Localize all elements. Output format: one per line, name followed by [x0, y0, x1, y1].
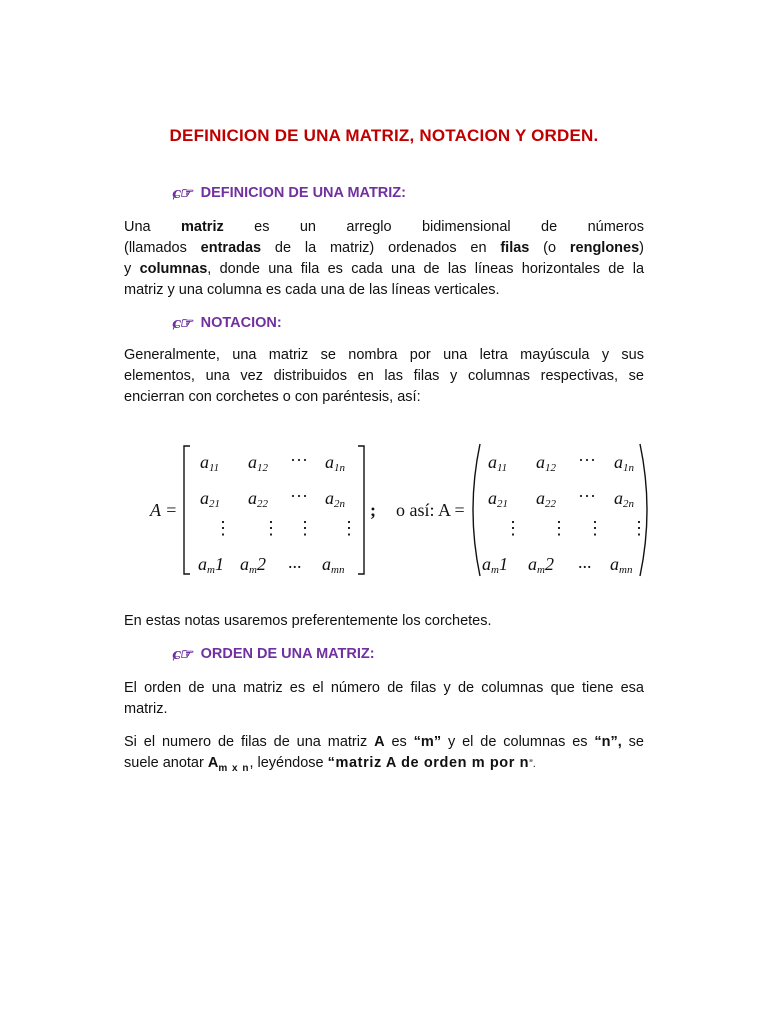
para-line: suele anotar $A_{m x n}$, leyéndose “matriz A de orden m por n”.	[124, 755, 536, 774]
heading-text: NOTACION:	[200, 315, 282, 331]
definicion-paragraph	[124, 217, 644, 301]
hand-pointer-icon: ɕ☞	[172, 184, 191, 202]
svg-text:⋮: ⋮	[214, 518, 232, 538]
heading-text: ORDEN DE UNA MATRIZ:	[200, 646, 375, 662]
section-heading-notacion	[172, 314, 282, 332]
hand-pointer-icon: ɕ☞	[172, 314, 191, 332]
para-line: Generalmente, una matriz se nombra por una letra mayúscula y sus	[124, 347, 644, 363]
para-line: y columnas, donde una fila es cada una de las líneas horizontales de la	[124, 261, 645, 277]
svg-text:⋮: ⋮	[550, 518, 568, 538]
svg-text:am2: am2	[240, 554, 266, 576]
separator: ;	[370, 500, 376, 520]
matrix-notation-figure	[140, 438, 660, 598]
page-title: DEFINICION DE UNA MATRIZ, NOTACION Y ORDEN.	[169, 126, 599, 145]
svg-text:am1: am1	[482, 554, 508, 576]
para-line: matriz.	[124, 701, 168, 717]
alt-label: o así: A =	[396, 500, 465, 520]
left-paren	[473, 444, 480, 576]
matrix-label: A =	[150, 500, 178, 520]
section-heading-definicion	[172, 184, 406, 202]
para-line: Una matriz es un arreglo bidimensional de números	[124, 219, 644, 235]
svg-text:a21: a21	[200, 488, 220, 510]
para-line: El orden de una matriz es el número de filas y de columnas que tiene esa	[124, 680, 644, 696]
svg-text:···: ···	[578, 486, 596, 506]
svg-text:a11: a11	[200, 452, 220, 474]
svg-text:⋮: ⋮	[630, 518, 648, 538]
para-line: Si el numero de filas de una matriz A es “m” y el de columnas es “n”, se	[124, 734, 644, 750]
section-heading-orden	[172, 645, 375, 663]
para-line: (llamados entradas de la matriz) ordenados en filas (o renglones)	[124, 240, 645, 256]
svg-text:a12: a12	[248, 452, 268, 474]
para-line: encierran con corchetes o con paréntesis, así:	[124, 389, 421, 405]
svg-text:···: ···	[578, 450, 596, 470]
svg-text:...: ...	[578, 552, 592, 572]
svg-text:a1n: a1n	[325, 452, 345, 474]
svg-text:⋮: ⋮	[262, 518, 280, 538]
svg-text:a21: a21	[488, 488, 508, 510]
right-paren	[640, 444, 647, 576]
left-bracket	[184, 446, 190, 574]
svg-text:···: ···	[290, 486, 308, 506]
svg-text:···: ···	[290, 450, 308, 470]
svg-text:amn: amn	[322, 554, 345, 576]
svg-text:⋮: ⋮	[586, 518, 604, 538]
svg-text:⋮: ⋮	[504, 518, 522, 538]
svg-text:am2: am2	[528, 554, 554, 576]
hand-pointer-icon: ɕ☞	[172, 645, 191, 663]
orden-paragraph-2	[124, 732, 644, 779]
heading-text: DEFINICION DE UNA MATRIZ:	[200, 185, 406, 201]
svg-text:amn: amn	[610, 554, 633, 576]
svg-text:a2n: a2n	[614, 488, 634, 510]
corchetes-note: En estas notas usaremos preferentemente los corchetes.	[124, 613, 492, 629]
svg-text:⋮: ⋮	[296, 518, 314, 538]
svg-text:...: ...	[288, 552, 302, 572]
svg-text:a1n: a1n	[614, 452, 634, 474]
svg-text:⋮: ⋮	[340, 518, 358, 538]
svg-text:a22: a22	[248, 488, 268, 510]
para-line: elementos, una vez distribuidos en las filas y columnas respectivas, se	[124, 368, 644, 384]
para-line: matriz y una columna es cada una de las líneas verticales.	[124, 282, 500, 298]
bracket-matrix-entries	[198, 450, 358, 576]
svg-text:a2n: a2n	[325, 488, 345, 510]
svg-text:a22: a22	[536, 488, 556, 510]
paren-matrix-entries	[482, 450, 648, 576]
svg-text:am1: am1	[198, 554, 224, 576]
svg-text:a11: a11	[488, 452, 508, 474]
orden-paragraph-1	[124, 678, 644, 720]
right-bracket	[358, 446, 364, 574]
notacion-paragraph	[124, 345, 644, 408]
svg-text:a12: a12	[536, 452, 556, 474]
